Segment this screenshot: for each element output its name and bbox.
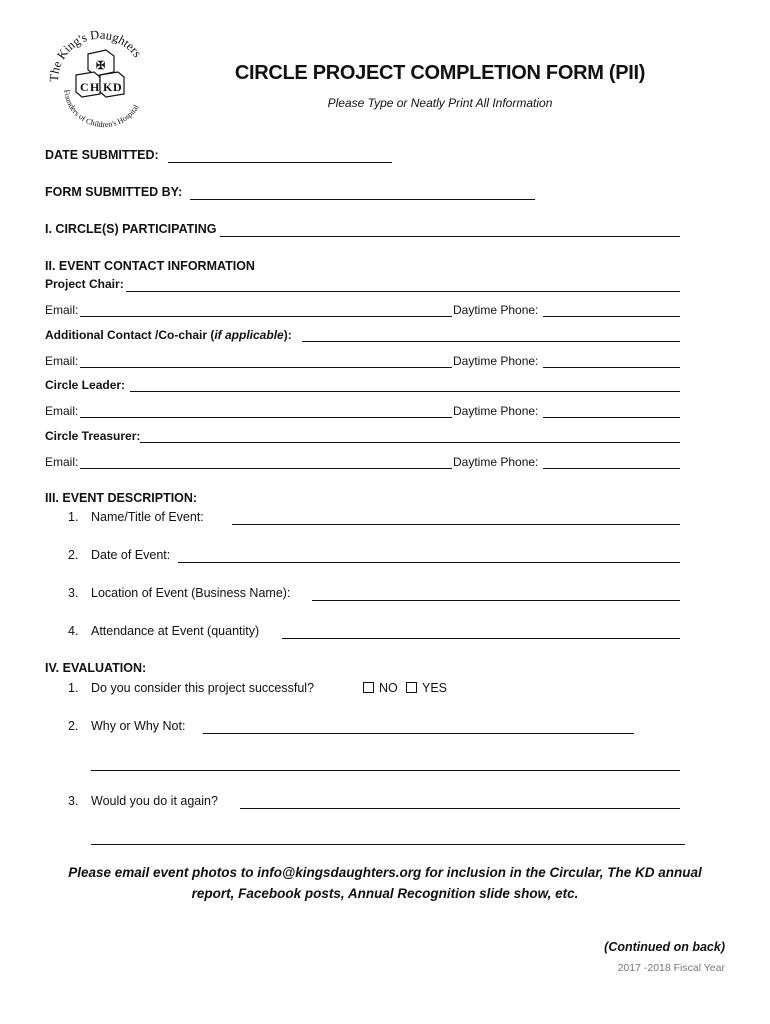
- no-checkbox[interactable]: [363, 682, 374, 693]
- circle-treasurer-phone-field[interactable]: [543, 468, 680, 469]
- daytime-phone-label: Daytime Phone:: [453, 303, 539, 317]
- form-submitted-by-field[interactable]: [190, 199, 535, 200]
- do-again-field-line-2[interactable]: [91, 844, 685, 845]
- section-2-heading: II. EVENT CONTACT INFORMATION: [45, 259, 255, 273]
- event-item-number: 2.: [68, 548, 79, 562]
- event-date-label: Date of Event:: [91, 548, 171, 562]
- why-or-why-not-label: Why or Why Not:: [91, 719, 186, 733]
- form-submitted-by-label: FORM SUBMITTED BY:: [45, 185, 183, 199]
- why-or-why-not-field-line-2[interactable]: [91, 770, 680, 771]
- daytime-phone-label: Daytime Phone:: [453, 455, 539, 469]
- logo-arc-top: The King's Daughters: [46, 27, 145, 83]
- event-location-field[interactable]: [312, 600, 680, 601]
- event-name-label: Name/Title of Event:: [91, 510, 204, 524]
- logo-letter-k: K: [103, 80, 113, 94]
- event-date-field[interactable]: [178, 562, 680, 563]
- circles-participating-label: I. CIRCLE(S) PARTICIPATING: [45, 222, 217, 236]
- circle-treasurer-email-field[interactable]: [80, 468, 452, 469]
- fiscal-year: 2017 -2018 Fiscal Year: [617, 962, 725, 974]
- yes-checkbox[interactable]: [406, 682, 417, 693]
- additional-contact-field[interactable]: [302, 341, 680, 342]
- event-item-number: 4.: [68, 624, 79, 638]
- form-title: CIRCLE PROJECT COMPLETION FORM (PII): [234, 62, 646, 84]
- why-or-why-not-field[interactable]: [203, 733, 634, 734]
- section-3-heading: III. EVENT DESCRIPTION:: [45, 491, 198, 505]
- logo-letter-h: H: [90, 80, 100, 94]
- do-again-label: Would you do it again?: [91, 794, 218, 808]
- project-chair-label: Project Chair:: [45, 277, 124, 291]
- additional-contact-label: Additional Contact /Co-chair (if applicable):: [45, 328, 292, 342]
- date-submitted-label: DATE SUBMITTED:: [45, 148, 159, 162]
- daytime-phone-label: Daytime Phone:: [453, 354, 539, 368]
- circle-leader-email-field[interactable]: [80, 417, 452, 418]
- email-label: Email:: [45, 404, 79, 418]
- successful-question: Do you consider this project successful?: [91, 681, 315, 695]
- event-attendance-field[interactable]: [282, 638, 680, 639]
- note-line-1: Please email event photos to info@kingsdaughters.org for inclusion in the Circular, The KD annual: [68, 865, 702, 880]
- email-photos-note: [20, 862, 750, 904]
- date-submitted-field[interactable]: [168, 162, 392, 163]
- section-4-heading: IV. EVALUATION:: [45, 661, 147, 675]
- event-item-number: 1.: [68, 510, 79, 524]
- circle-leader-phone-field[interactable]: [543, 417, 680, 418]
- email-label: Email:: [45, 354, 79, 368]
- event-attendance-label: Attendance at Event (quantity): [91, 624, 260, 638]
- logo-cross: ✠: [96, 60, 106, 72]
- no-option[interactable]: NO: [363, 681, 398, 695]
- daytime-phone-label: Daytime Phone:: [453, 404, 539, 418]
- additional-contact-email-field[interactable]: [80, 367, 452, 368]
- yes-option[interactable]: YES: [406, 681, 447, 695]
- evaluation-item-number: 1.: [68, 681, 79, 695]
- email-label: Email:: [45, 455, 79, 469]
- kings-daughters-logo: [44, 20, 154, 130]
- form-subtitle: Please Type or Neatly Print All Information: [327, 96, 553, 110]
- continued-on-back: (Continued on back): [604, 940, 725, 954]
- logo-arc-bottom: Founders of Children's Hospital: [61, 89, 141, 130]
- circle-treasurer-field[interactable]: [140, 442, 680, 443]
- note-line-2: report, Facebook posts, Annual Recognition slide show, etc.: [191, 886, 579, 901]
- circle-leader-label: Circle Leader:: [45, 378, 126, 392]
- evaluation-item-number: 3.: [68, 794, 79, 808]
- circle-treasurer-label: Circle Treasurer:: [45, 429, 141, 443]
- do-again-field[interactable]: [240, 808, 680, 809]
- logo-letter-c: C: [80, 80, 89, 94]
- project-chair-phone-field[interactable]: [543, 316, 680, 317]
- project-chair-email-field[interactable]: [80, 316, 452, 317]
- event-name-field[interactable]: [232, 524, 680, 525]
- logo-letter-d: D: [113, 80, 122, 94]
- evaluation-item-number: 2.: [68, 719, 79, 733]
- circle-leader-field[interactable]: [130, 391, 680, 392]
- svg-text:Founders of Children's Hospita: [62, 89, 141, 129]
- project-chair-field[interactable]: [126, 291, 680, 292]
- event-item-number: 3.: [68, 586, 79, 600]
- circles-participating-field[interactable]: [220, 236, 680, 237]
- event-location-label: Location of Event (Business Name):: [91, 586, 291, 600]
- additional-contact-phone-field[interactable]: [543, 367, 680, 368]
- email-label: Email:: [45, 303, 79, 317]
